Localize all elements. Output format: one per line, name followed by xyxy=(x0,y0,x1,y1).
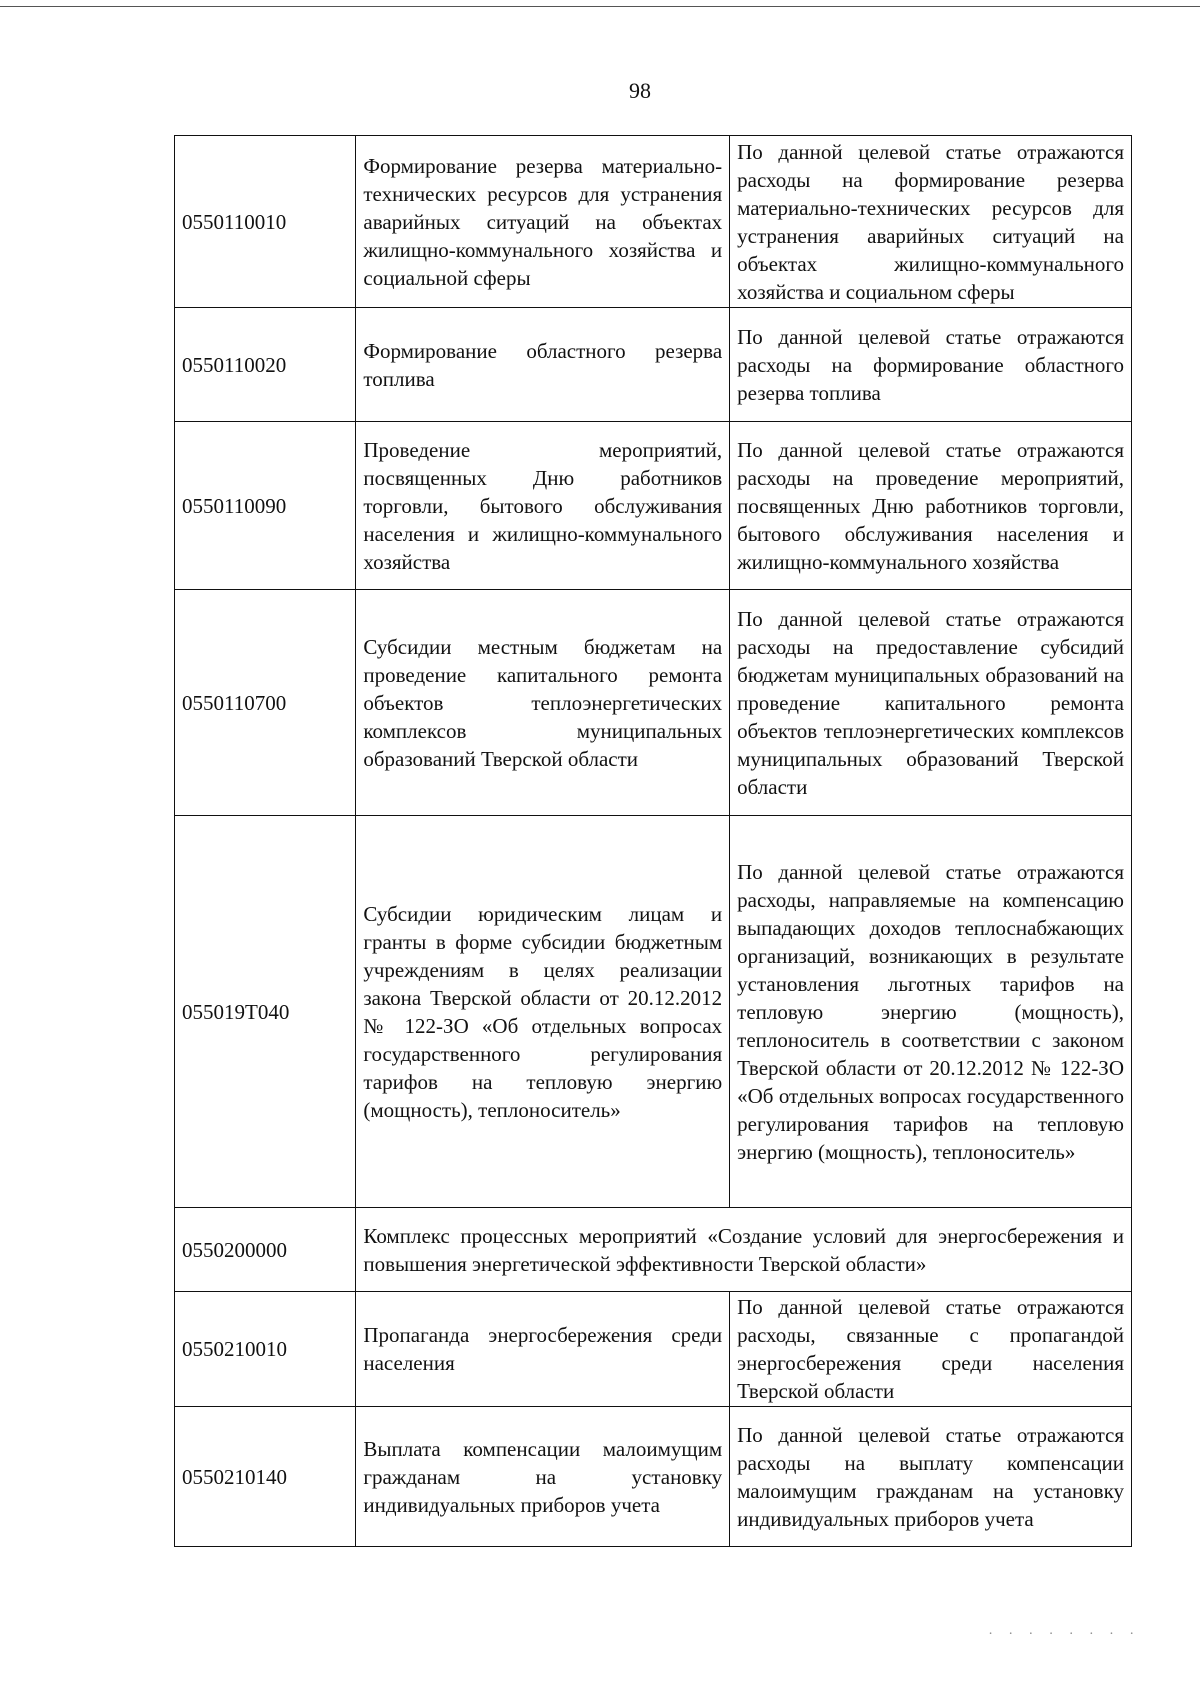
code-cell: 0550110700 xyxy=(175,590,356,816)
budget-classification-table xyxy=(174,135,1132,1547)
code-cell: 0550110090 xyxy=(175,422,356,590)
table-row xyxy=(175,1292,1132,1407)
table-row xyxy=(175,816,1132,1208)
table-row xyxy=(175,590,1132,816)
table-row xyxy=(175,422,1132,590)
name-cell: Формирование резерва материально-технических ресурсов для устранения аварийных ситуаций на объектах жилищно-коммунального хозяйства и социальной сферы xyxy=(356,136,730,308)
code-cell: 0550210140 xyxy=(175,1407,356,1547)
name-cell: Субсидии юридическим лицам и гранты в форме субсидии бюджетным учреждениям в целях реализации закона Тверской области от 20.12.2012 № 122-ЗО «Об отдельных вопросах государственного регулирования тарифов на тепловую энергию (мощность), теплоноситель» xyxy=(356,816,730,1208)
description-cell: По данной целевой статье отражаются расходы, связанные с пропагандой энергосбережения среди населения Тверской области xyxy=(730,1292,1132,1407)
top-border-line xyxy=(0,6,1200,7)
name-cell: Выплата компенсации малоимущим гражданам на установку индивидуальных приборов учета xyxy=(356,1407,730,1547)
description-cell: По данной целевой статье отражаются расходы на предоставление субсидий бюджетам муниципальных образований на проведение капитального ремонта объектов теплоэнергетических комплексов муниципальных образований Тверской области xyxy=(730,590,1132,816)
table-row xyxy=(175,308,1132,422)
name-cell: Субсидии местным бюджетам на проведение капитального ремонта объектов теплоэнергетических комплексов муниципальных образований Тверской области xyxy=(356,590,730,816)
description-cell: По данной целевой статье отражаются расходы на формирование областного резерва топлива xyxy=(730,308,1132,422)
description-cell: По данной целевой статье отражаются расходы, направляемые на компенсацию выпадающих доходов теплоснабжающих организаций, возникающих в результате установления льготных тарифов на тепловую энергию (мощность), теплоноситель в соответствии с законом Тверской области от 20.12.2012 № 122-ЗО «Об отдельных вопросах государственного регулирования тарифов на тепловую энергию (мощность), теплоноситель» xyxy=(730,816,1132,1208)
code-cell: 055019Т040 xyxy=(175,816,356,1208)
code-cell: 0550200000 xyxy=(175,1208,356,1292)
code-cell: 0550110020 xyxy=(175,308,356,422)
code-cell: 0550210010 xyxy=(175,1292,356,1407)
description-cell: По данной целевой статье отражаются расходы на формирование резерва материально-технических ресурсов для устранения аварийных ситуаций на объектах жилищно-коммунального хозяйства и социальном сферы xyxy=(730,136,1132,308)
name-cell: Проведение мероприятий, посвященных Дню работников торговли, бытового обслуживания населения и жилищно-коммунального хозяйства xyxy=(356,422,730,590)
page-number: 98 xyxy=(629,78,651,103)
code-cell: 0550110010 xyxy=(175,136,356,308)
section-title-cell: Комплекс процессных мероприятий «Создание условий для энергосбережения и повышения энергетической эффективности Тверской области» xyxy=(356,1208,1132,1292)
section-header-row xyxy=(175,1208,1132,1292)
table-row xyxy=(175,136,1132,308)
table-row xyxy=(175,1407,1132,1547)
description-cell: По данной целевой статье отражаются расходы на выплату компенсации малоимущим гражданам на установку индивидуальных приборов учета xyxy=(730,1407,1132,1547)
scan-noise-marks: · · · · · · · · xyxy=(988,1627,1140,1642)
name-cell: Пропаганда энергосбережения среди населения xyxy=(356,1292,730,1407)
description-cell: По данной целевой статье отражаются расходы на проведение мероприятий, посвященных Дню работников торговли, бытового обслуживания населения и жилищно-коммунального хозяйства xyxy=(730,422,1132,590)
name-cell: Формирование областного резерва топлива xyxy=(356,308,730,422)
